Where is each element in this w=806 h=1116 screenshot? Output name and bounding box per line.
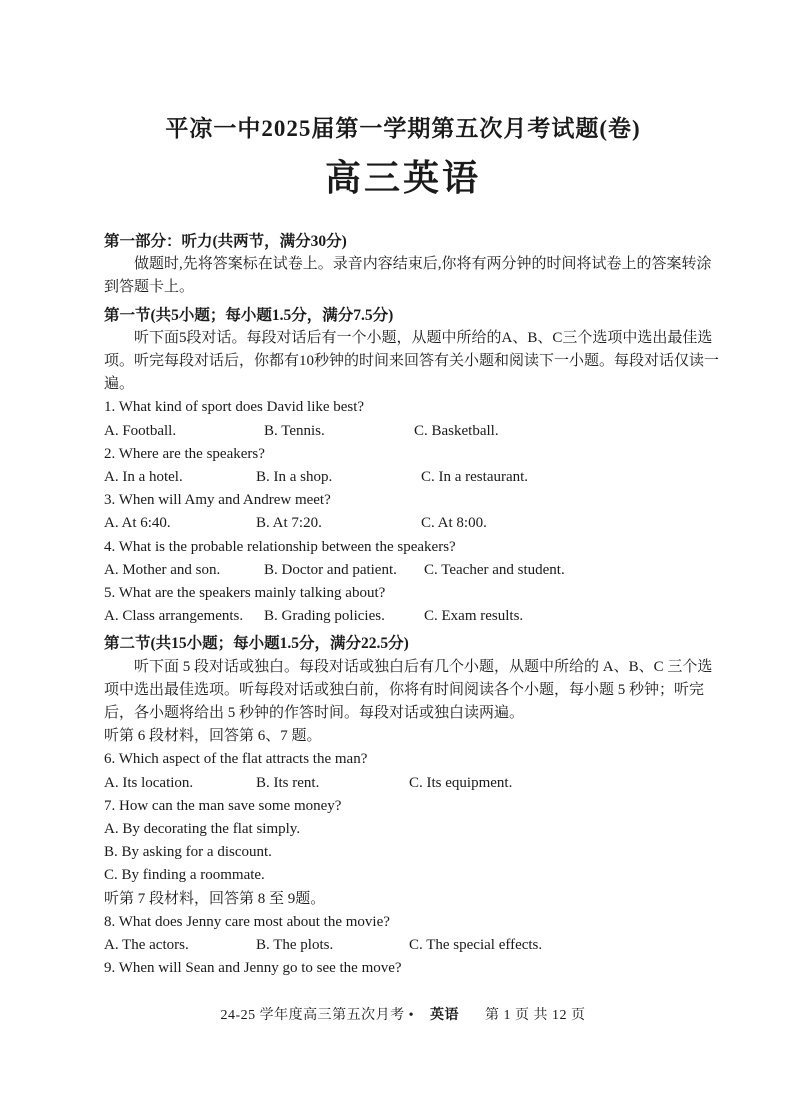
option-b: B. By asking for a discount. [104, 844, 272, 861]
option-b: B. In a shop. [256, 469, 333, 486]
option-c: C. Teacher and student. [424, 561, 565, 578]
option-c: C. Its equipment. [409, 774, 513, 791]
question-9: 9. When will Sean and Jenny go to see the move? [104, 960, 402, 977]
section1-heading: 第一节(共5小题；每小题1.5分，满分7.5分) [104, 306, 394, 324]
exam-content [104, 226, 724, 981]
footer-subject: 英语 [430, 1008, 460, 1023]
option-c: C. The special effects. [409, 937, 543, 954]
option-b: B. The plots. [256, 937, 334, 954]
option-a: A. In a hotel. [104, 469, 183, 486]
option-c: C. Exam results. [424, 608, 524, 625]
option-c: C. Basketball. [414, 422, 499, 439]
options-5 [104, 605, 724, 628]
option-a: A. Class arrangements. [104, 608, 244, 625]
option-b: B. At 7:20. [256, 515, 322, 532]
options-6 [104, 772, 724, 795]
question-2: 2. Where are the speakers? [104, 445, 265, 462]
option-b: B. Grading policies. [264, 608, 385, 625]
options-8 [104, 934, 724, 957]
section1-instructions: 听下面5段对话。每段对话后有一个小题，从题中所给的A、B、C三个选项中选出最佳选项。听完每段对话后，你都有10秒钟的时间来回答有关小题和阅读下一小题。每段对话仅读一遍。 [104, 329, 720, 393]
options-2 [104, 466, 724, 489]
option-a: A. The actors. [104, 937, 189, 954]
option-c: C. At 8:00. [421, 515, 487, 532]
question-8: 8. What does Jenny care most about the movie? [104, 913, 390, 930]
part1-heading: 第一部分：听力(共两节，满分30分) [104, 233, 347, 250]
options-1 [104, 420, 724, 443]
question-6: 6. Which aspect of the flat attracts the man? [104, 751, 368, 768]
question-4: 4. What is the probable relationship between the speakers? [104, 538, 456, 555]
page-footer [0, 1004, 806, 1024]
group-7-instruction: 听第 7 段材料，回答第 8 至 9题。 [104, 890, 326, 907]
option-a: A. Football. [104, 422, 177, 439]
options-3 [104, 512, 724, 535]
part1-instructions: 做题时,先将答案标在试卷上。录音内容结束后,你将有两分钟的时间将试卷上的答案转涂到答题卡上。 [104, 256, 712, 296]
footer-page-number: 第 1 页 共 12 页 [485, 1008, 586, 1023]
option-b: B. Its rent. [256, 774, 320, 791]
question-7: 7. How can the man save some money? [104, 797, 342, 814]
option-a: A. By decorating the flat simply. [104, 821, 301, 838]
exam-title: 平凉一中2025届第一学期第五次月考试题(卷) [165, 116, 641, 141]
option-b: B. Tennis. [264, 422, 325, 439]
option-a: A. Its location. [104, 774, 194, 791]
group-6-instruction: 听第 6 段材料，回答第 6、7 题。 [104, 728, 322, 745]
section2-instructions: 听下面 5 段对话或独白。每段对话或独白后有几个小题，从题中所给的 A、B、C 三个选项中选出最佳选项。听每段对话或独白前，你将有时间阅读各个小题，每小题 5 秒钟；听完后，各小题将给出 5 秒钟的作答时间。每段对话或独白读两遍。 [104, 658, 713, 722]
option-a: A. At 6:40. [104, 515, 171, 532]
footer-exam-label: 24-25 学年度高三第五次月考 • [220, 1008, 415, 1023]
question-5: 5. What are the speakers mainly talking about? [104, 585, 386, 602]
option-b: B. Doctor and patient. [264, 561, 397, 578]
options-4 [104, 559, 724, 582]
exam-subject: 高三英语 [324, 158, 481, 198]
section2-heading: 第二节(共15小题；每小题1.5分，满分22.5分) [104, 635, 409, 653]
question-1: 1. What kind of sport does David like best? [104, 399, 365, 416]
option-c: C. By finding a roommate. [104, 867, 265, 884]
option-a: A. Mother and son. [104, 561, 221, 578]
option-c: C. In a restaurant. [421, 469, 529, 486]
question-3: 3. When will Amy and Andrew meet? [104, 492, 331, 509]
